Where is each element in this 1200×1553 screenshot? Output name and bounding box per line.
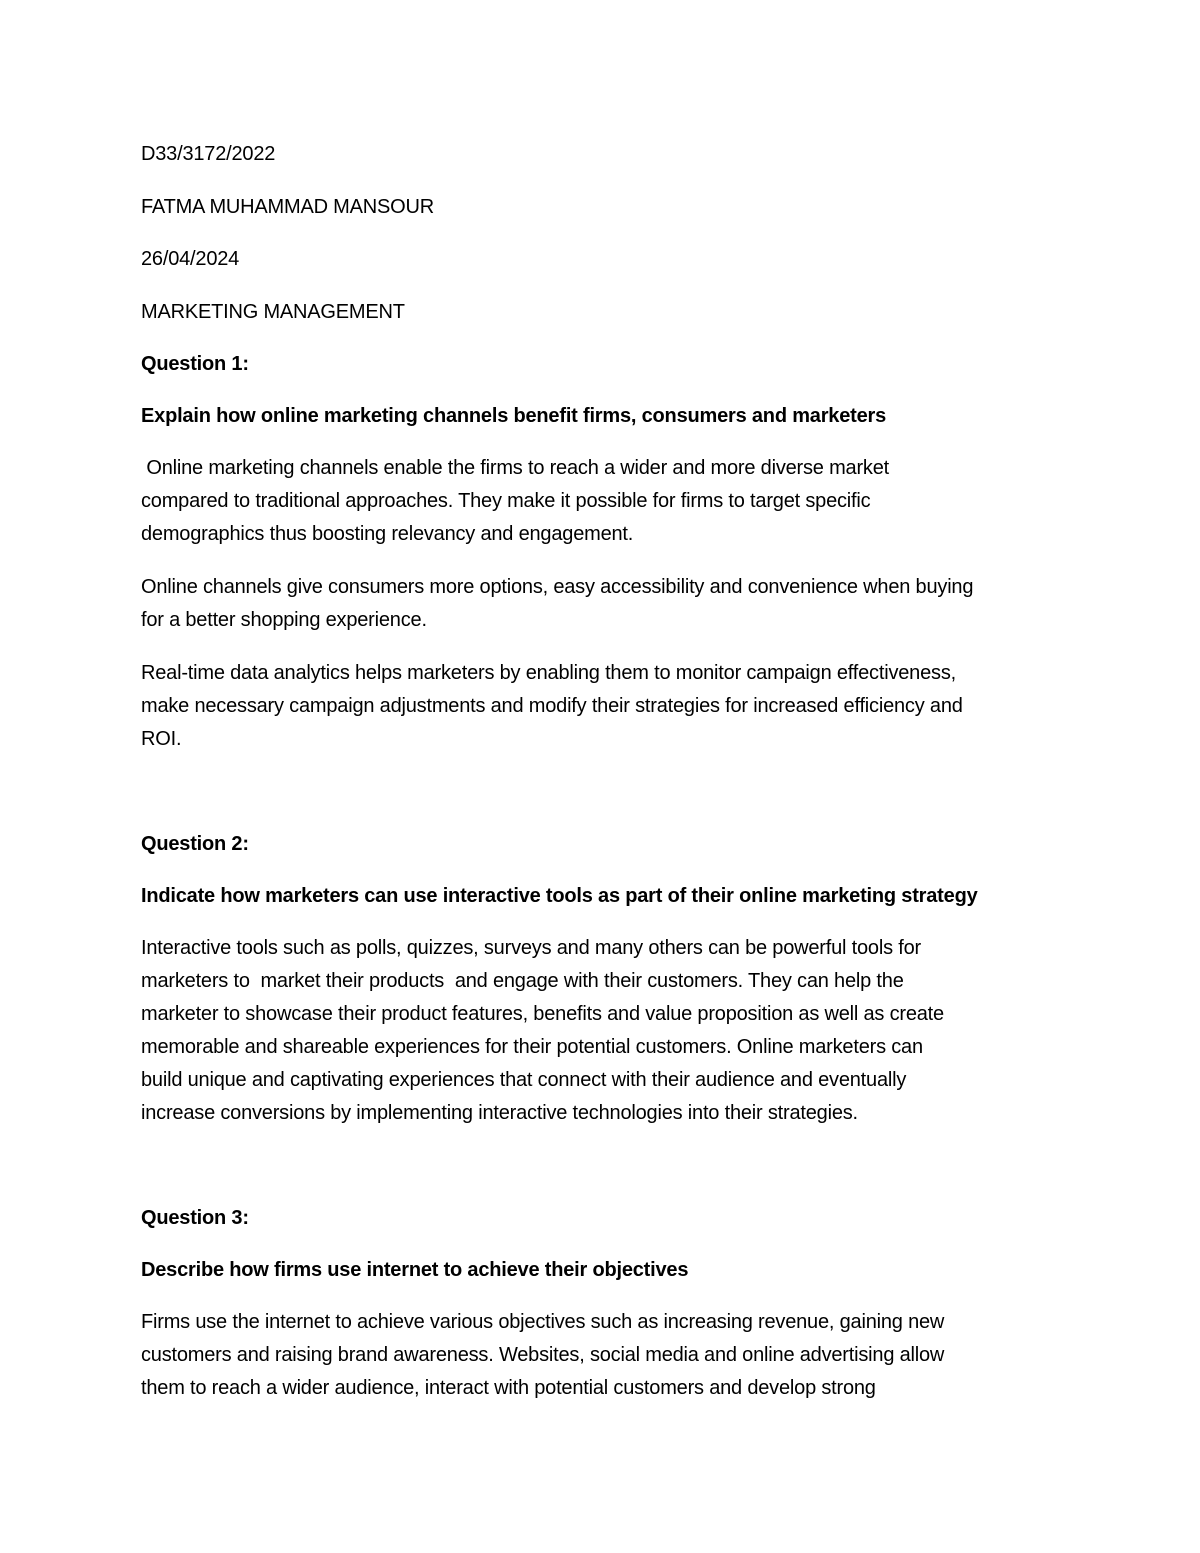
submission-date: 26/04/2024 xyxy=(141,248,240,270)
text-line: Online marketing channels enable the firms to reach a wider and more diverse market xyxy=(141,457,890,479)
text-line: demographics thus boosting relevancy and engagement. xyxy=(141,523,634,545)
question-2-label: Question 2: xyxy=(141,833,249,855)
question-1-answer-paragraph-3 xyxy=(141,657,1061,756)
student-name: FATMA MUHAMMAD MANSOUR xyxy=(141,195,435,218)
text-line: build unique and captivating experiences that connect with their audience and eventually xyxy=(141,1069,907,1091)
blank-line xyxy=(141,776,1061,828)
course-title: MARKETING MANAGEMENT xyxy=(141,300,405,323)
text-line: Firms use the internet to achieve various objectives such as increasing revenue, gaining new xyxy=(141,1311,945,1333)
text-line: ROI. xyxy=(141,728,182,750)
question-2-prompt: Indicate how marketers can use interactive tools as part of their online marketing strategy xyxy=(141,885,978,907)
text-line: Real-time data analytics helps marketers by enabling them to monitor campaign effectiveness, xyxy=(141,662,956,684)
question-1-label: Question 1: xyxy=(141,353,249,375)
question-1-answer-paragraph-2 xyxy=(141,571,1061,637)
text-line: marketer to showcase their product features, benefits and value proposition as well as create xyxy=(141,1003,944,1025)
text-line: increase conversions by implementing interactive technologies into their strategies. xyxy=(141,1102,858,1124)
question-3-answer-paragraph-1 xyxy=(141,1306,1061,1405)
question-3-label: Question 3: xyxy=(141,1207,249,1229)
question-1-prompt: Explain how online marketing channels benefit firms, consumers and marketers xyxy=(141,405,887,427)
student-id: D33/3172/2022 xyxy=(141,143,276,165)
text-line: compared to traditional approaches. They make it possible for firms to target specific xyxy=(141,490,871,512)
text-line: Interactive tools such as polls, quizzes, surveys and many others can be powerful tools for xyxy=(141,937,921,959)
text-line: customers and raising brand awareness. Websites, social media and online advertising allow xyxy=(141,1344,945,1366)
document-body xyxy=(141,138,1061,1425)
question-1-answer-paragraph-1 xyxy=(141,452,1061,551)
blank-line xyxy=(141,1150,1061,1202)
text-line: them to reach a wider audience, interact with potential customers and develop strong xyxy=(141,1377,876,1399)
text-line: memorable and shareable experiences for their potential customers. Online marketers can xyxy=(141,1036,923,1058)
text-line: make necessary campaign adjustments and modify their strategies for increased efficiency and xyxy=(141,695,963,717)
text-line: Online channels give consumers more options, easy accessibility and convenience when buying xyxy=(141,576,974,598)
question-2-answer-paragraph-1 xyxy=(141,932,1061,1130)
text-line: marketers to market their products and engage with their customers. They can help the xyxy=(141,970,904,992)
text-line: for a better shopping experience. xyxy=(141,609,427,631)
question-3-prompt: Describe how firms use internet to achieve their objectives xyxy=(141,1259,689,1281)
